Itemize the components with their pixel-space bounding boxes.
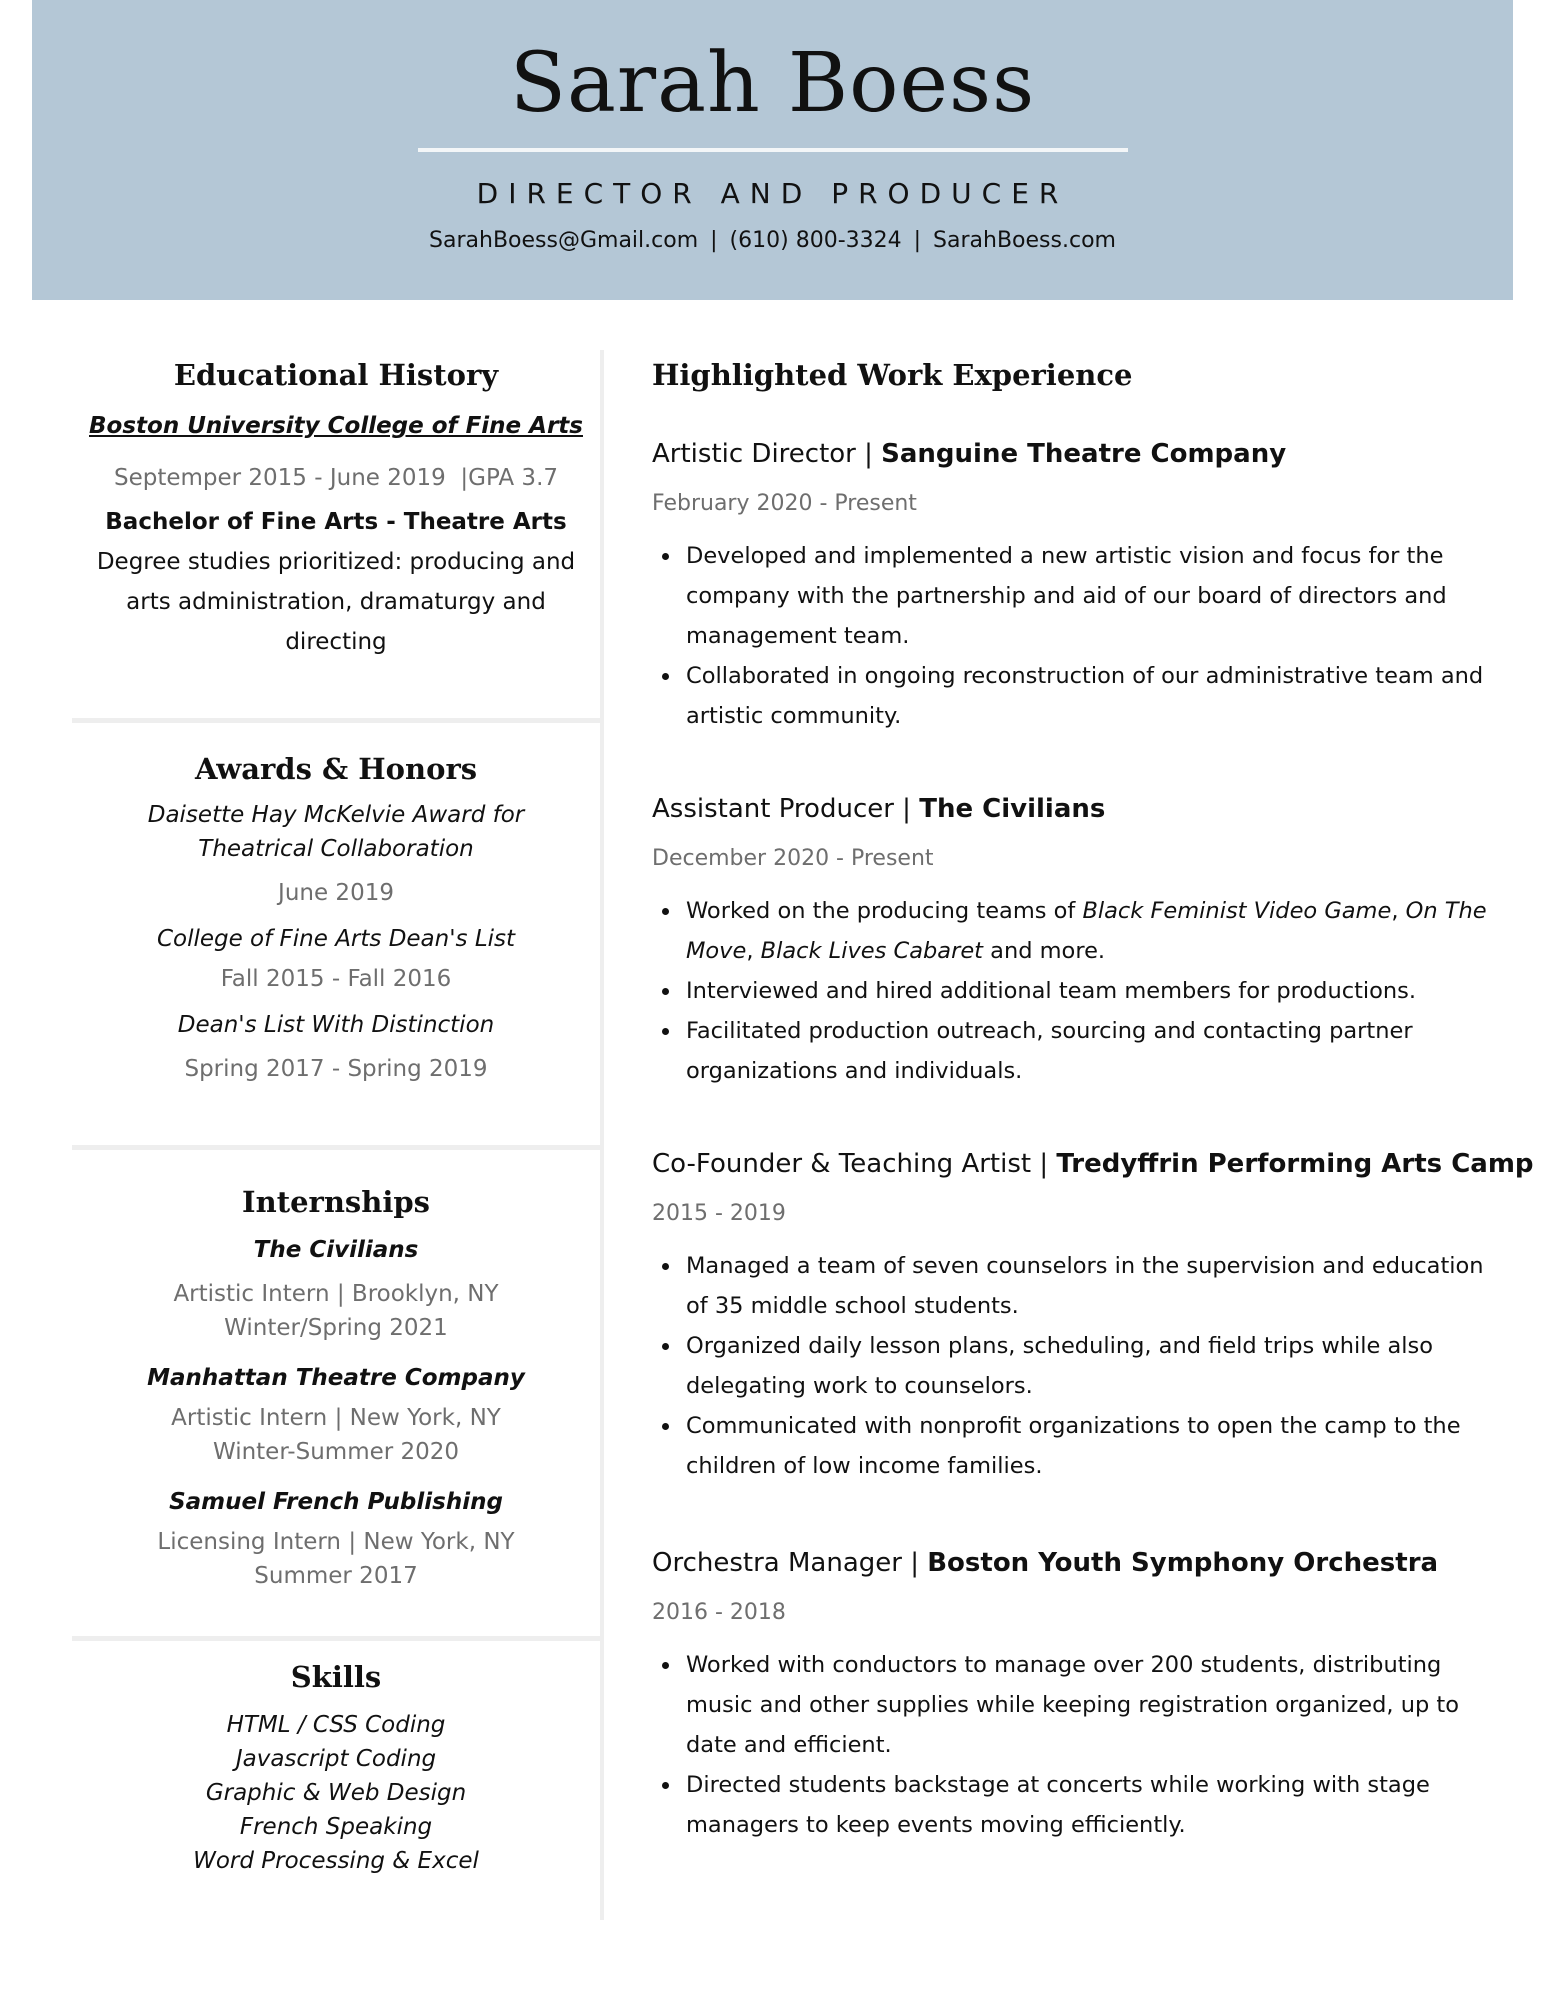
job-entry <box>652 437 1492 736</box>
bullet-line: management team. <box>686 623 910 649</box>
bullet-line: artistic community. <box>686 703 902 729</box>
section-divider <box>72 718 602 723</box>
job-bullets <box>652 891 1492 1091</box>
job-entry <box>652 792 1492 1091</box>
job-bullets <box>652 536 1492 736</box>
job-company: Tredyffrin Performing Arts Camp <box>1056 1149 1534 1179</box>
job-title <box>652 1147 1534 1181</box>
job-company: Boston Youth Symphony Orchestra <box>927 1548 1439 1578</box>
header-banner <box>32 0 1513 300</box>
production-title: Move <box>686 938 747 964</box>
experience-header <box>652 358 1482 392</box>
contact-separator: | <box>710 228 718 253</box>
award-item <box>72 922 600 996</box>
internship-item <box>72 1361 600 1469</box>
bullet-line: Organized daily lesson plans, scheduling, and field trips while also <box>686 1333 1434 1359</box>
degree-description-line: directing <box>285 629 387 655</box>
job-bullet <box>686 1246 1492 1326</box>
website-link[interactable]: SarahBoess.com <box>933 228 1116 253</box>
skill-item: Javascript Coding <box>235 1746 437 1772</box>
experience-title: Highlighted Work Experience <box>652 358 1133 392</box>
bullet-line: Collaborated in ongoing reconstruction of our administrative team and <box>686 663 1484 689</box>
bullet-line: of 35 middle school students. <box>686 1293 1019 1319</box>
bullet-line: Communicated with nonprofit organizations to open the camp to the <box>686 1413 1461 1439</box>
job-bullet <box>686 1326 1492 1406</box>
bullet-line: date and efficient. <box>686 1732 892 1758</box>
section-divider <box>72 1636 602 1641</box>
job-bullet <box>686 536 1492 656</box>
education-date-range: Septemper 2015 - June 2019 <box>113 465 446 491</box>
job-dates: December 2020 - Present <box>652 846 934 871</box>
award-name: Theatrical Collaboration <box>198 836 474 862</box>
skill-item: Word Processing & Excel <box>193 1848 479 1874</box>
skills-section <box>72 1660 600 1878</box>
internships-section <box>72 1185 600 1593</box>
award-name: Dean's List With Distinction <box>177 1012 495 1038</box>
bullet-line: Interviewed and hired additional team members for productions. <box>686 978 1417 1004</box>
bullet-line: delegating work to counselors. <box>686 1373 1033 1399</box>
awards-section <box>72 752 600 1086</box>
bullet-line: Managed a team of seven counselors in the supervision and education <box>686 1253 1484 1279</box>
header-divider <box>418 148 1128 152</box>
award-name: College of Fine Arts Dean's List <box>156 926 516 952</box>
job-bullet <box>686 1765 1492 1845</box>
internships-title: Internships <box>242 1185 430 1219</box>
degree: Bachelor of Fine Arts - Theatre Arts <box>105 509 567 535</box>
job-entry <box>652 1546 1492 1845</box>
production-title: Black Lives Cabaret <box>760 938 983 964</box>
internship-date: Summer 2017 <box>254 1563 418 1589</box>
bullet-text: Worked on the producing teams of <box>686 898 1083 924</box>
internship-role: Artistic Intern | Brooklyn, NY <box>173 1281 499 1307</box>
skills-list <box>72 1708 600 1878</box>
internship-date: Winter-Summer 2020 <box>212 1439 460 1465</box>
school-name: Boston University College of Fine Arts <box>89 413 583 439</box>
internship-role: Artistic Intern | New York, NY <box>171 1405 501 1431</box>
job-bullet <box>686 891 1492 971</box>
job-role: Artistic Director | <box>652 439 882 469</box>
internship-org: The Civilians <box>253 1237 419 1263</box>
awards-title: Awards & Honors <box>194 752 478 786</box>
phone-number: (610) 800-3324 <box>729 228 902 253</box>
internship-role: Licensing Intern | New York, NY <box>157 1529 515 1555</box>
award-date: June 2019 <box>278 880 394 906</box>
bullet-text: and more. <box>983 938 1106 964</box>
job-bullet <box>686 1645 1492 1765</box>
award-item <box>72 798 600 910</box>
internship-item <box>72 1233 600 1345</box>
internship-item <box>72 1485 600 1593</box>
production-title: On The <box>1405 898 1487 924</box>
internship-org: Samuel French Publishing <box>169 1489 503 1515</box>
production-title: Black Feminist Video Game <box>1082 898 1392 924</box>
job-title <box>652 792 1492 826</box>
bullet-text: , <box>1391 898 1406 924</box>
job-bullets <box>652 1645 1492 1845</box>
bullet-line: Directed students backstage at concerts while working with stage <box>686 1772 1430 1798</box>
job-title <box>652 1546 1492 1580</box>
job-headline: DIRECTOR AND PRODUCER <box>476 177 1069 210</box>
job-entry <box>652 1147 1534 1486</box>
job-role: Orchestra Manager | <box>652 1548 928 1578</box>
award-date: Spring 2017 - Spring 2019 <box>184 1056 488 1082</box>
award-name: Daisette Hay McKelvie Award for <box>147 802 525 828</box>
internship-org: Manhattan Theatre Company <box>147 1365 525 1391</box>
skill-item: Graphic & Web Design <box>205 1780 467 1806</box>
award-date: Fall 2015 - Fall 2016 <box>220 966 452 992</box>
bullet-text: , <box>746 938 761 964</box>
bullet-line: managers to keep events moving efficiently. <box>686 1812 1186 1838</box>
bullet-line: Developed and implemented a new artistic vision and focus for the <box>686 543 1444 569</box>
job-title <box>652 437 1492 471</box>
education-section <box>72 358 600 662</box>
bullet-line: company with the partnership and aid of our board of directors and <box>686 583 1447 609</box>
job-dates: February 2020 - Present <box>652 491 917 516</box>
bullet-line: Facilitated production outreach, sourcing and contacting partner <box>686 1018 1413 1044</box>
degree-description-line: Degree studies prioritized: producing and <box>96 549 576 575</box>
skill-item: French Speaking <box>239 1814 433 1840</box>
gpa: |GPA 3.7 <box>460 465 559 491</box>
job-company: Sanguine Theatre Company <box>881 439 1287 469</box>
job-bullets <box>652 1246 1492 1486</box>
section-divider <box>72 1145 602 1150</box>
job-bullet <box>686 656 1492 736</box>
award-item <box>72 1008 600 1086</box>
job-bullet <box>686 971 1492 1011</box>
job-company: The Civilians <box>919 794 1106 824</box>
bullet-line: children of low income families. <box>686 1453 1043 1479</box>
education-dates <box>72 458 600 498</box>
column-divider <box>600 350 604 1920</box>
contact-separator: | <box>913 228 922 253</box>
person-name: Sarah Boess <box>509 36 1036 131</box>
bullet-line: organizations and individuals. <box>686 1058 1023 1084</box>
email-link[interactable]: SarahBoess@Gmail.com <box>429 228 699 253</box>
contact-line <box>32 228 1513 253</box>
job-dates: 2016 - 2018 <box>652 1600 786 1625</box>
job-bullet <box>686 1011 1492 1091</box>
job-dates: 2015 - 2019 <box>652 1201 786 1226</box>
skill-item: HTML / CSS Coding <box>226 1712 446 1738</box>
bullet-line: music and other supplies while keeping registration organized, up to <box>686 1692 1460 1718</box>
job-role: Co-Founder & Teaching Artist | <box>652 1149 1057 1179</box>
bullet-line: Worked with conductors to manage over 200 students, distributing <box>686 1652 1442 1678</box>
education-title: Educational History <box>173 358 499 392</box>
job-bullet <box>686 1406 1492 1486</box>
degree-description-line: arts administration, dramaturgy and <box>126 589 546 615</box>
skills-title: Skills <box>290 1660 382 1694</box>
internship-date: Winter/Spring 2021 <box>224 1315 448 1341</box>
job-role: Assistant Producer | <box>652 794 920 824</box>
